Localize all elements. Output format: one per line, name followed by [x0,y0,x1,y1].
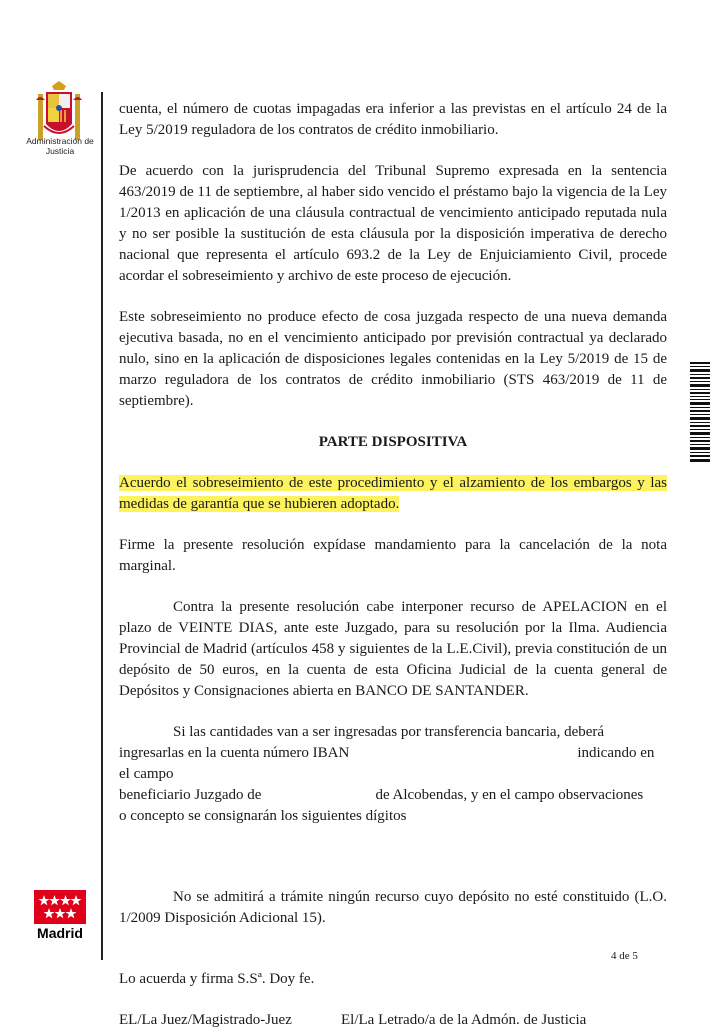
madrid-flag-icon [34,890,86,924]
administration-label: Administración de Justicia [26,136,94,156]
paragraph-bank-transfer [119,722,667,827]
madrid-logo-label: Madrid [37,925,83,941]
paragraph-deposit: No se admitirá a trámite ningún recurso cuyo depósito no esté constituido (L.O. 1/2009 Disposición Adicional 15). [119,889,667,926]
paragraph-appeal: Contra la presente resolución cabe interponer recurso de APELACION en el plazo de VEINTE DIAS, ante este Juzgado, para su resolución por la Ilma. Audiencia Provincial de Madrid (artículos 458 y siguientes de la L.E.Civil), previa constitución de un depósito de 50 euros, en la cuenta de esta Oficina Judicial de la cuenta general de Depósitos y Consignaciones abierta en BANCO DE SANTANDER. [119,599,667,699]
signature-clerk: El/La Letrado/a de la Admón. de Justicia [341,1012,587,1028]
paragraph-jurisprudence: De acuerdo con la jurisprudencia del Tribunal Supremo expresada en la sentencia 463/2019 de 11 de septiembre, al haber sido vencido el préstamo bajo la vigencia de la Ley 1/2013 en aplicación de una cláusula contractual de vencimiento anticipado reputada nula y no ser posible la sustitución de esta cláusula por la disposición imperativa de derecho nacional que representa el artículo 693.2 de la Ley de Enjuiciamiento Civil, procede acordar el sobreseimiento y archivo de este proceso de ejecución. [119,163,667,284]
bank-transfer-text-a: Si las cantidades van a ser ingresadas por transferencia bancaria, deberá ingresarlas en la cuenta número IBAN [119,724,605,761]
barcode-icon [690,362,710,462]
highlighted-decision: Acuerdo el sobreseimiento de este procedimiento y el alzamiento de los embargos y las medidas de garantía que se hubieren adoptado. [119,475,667,512]
decision-paragraph [119,473,667,515]
margin-divider [101,92,103,960]
paragraph-res-judicata: Este sobreseimiento no produce efecto de cosa juzgada respecto de una nueva demanda ejecutiva basada, no en el vencimiento anticipado por previsión contractual ya declarado nulo, sino en la aplicación de disposiciones legales contenidas en la Ley 5/2019 de 15 de marzo reguladora de los contratos de crédito inmobiliario (STS 463/2019 de 11 de septiembre). [119,309,667,409]
bank-transfer-text-b: indicando en el campo [119,745,655,782]
bank-transfer-text-c: beneficiario Juzgado de [119,787,262,803]
paragraph-continuation: cuenta, el número de cuotas impagadas era inferior a las previstas en el artículo 24 de la Ley 5/2019 reguladora de los contratos de crédito inmobiliario. [119,101,667,138]
section-title: PARTE DISPOSITIVA [318,434,468,450]
signature-row [119,1010,667,1031]
bank-transfer-text-e: o concepto se consignarán los siguientes dígitos [119,808,407,824]
bank-transfer-text-d: de Alcobendas, y en el campo observaciones [375,787,644,803]
page-number: 4 de 5 [611,950,638,962]
paragraph-cancellation: Firme la presente resolución expídase mandamiento para la cancelación de la nota marginal. [119,537,667,574]
document-body [119,99,667,1031]
paragraph-signature-note: Lo acuerda y firma S.Sª. Doy fe. [119,971,315,987]
signature-judge: EL/La Juez/Magistrado-Juez [119,1012,292,1028]
